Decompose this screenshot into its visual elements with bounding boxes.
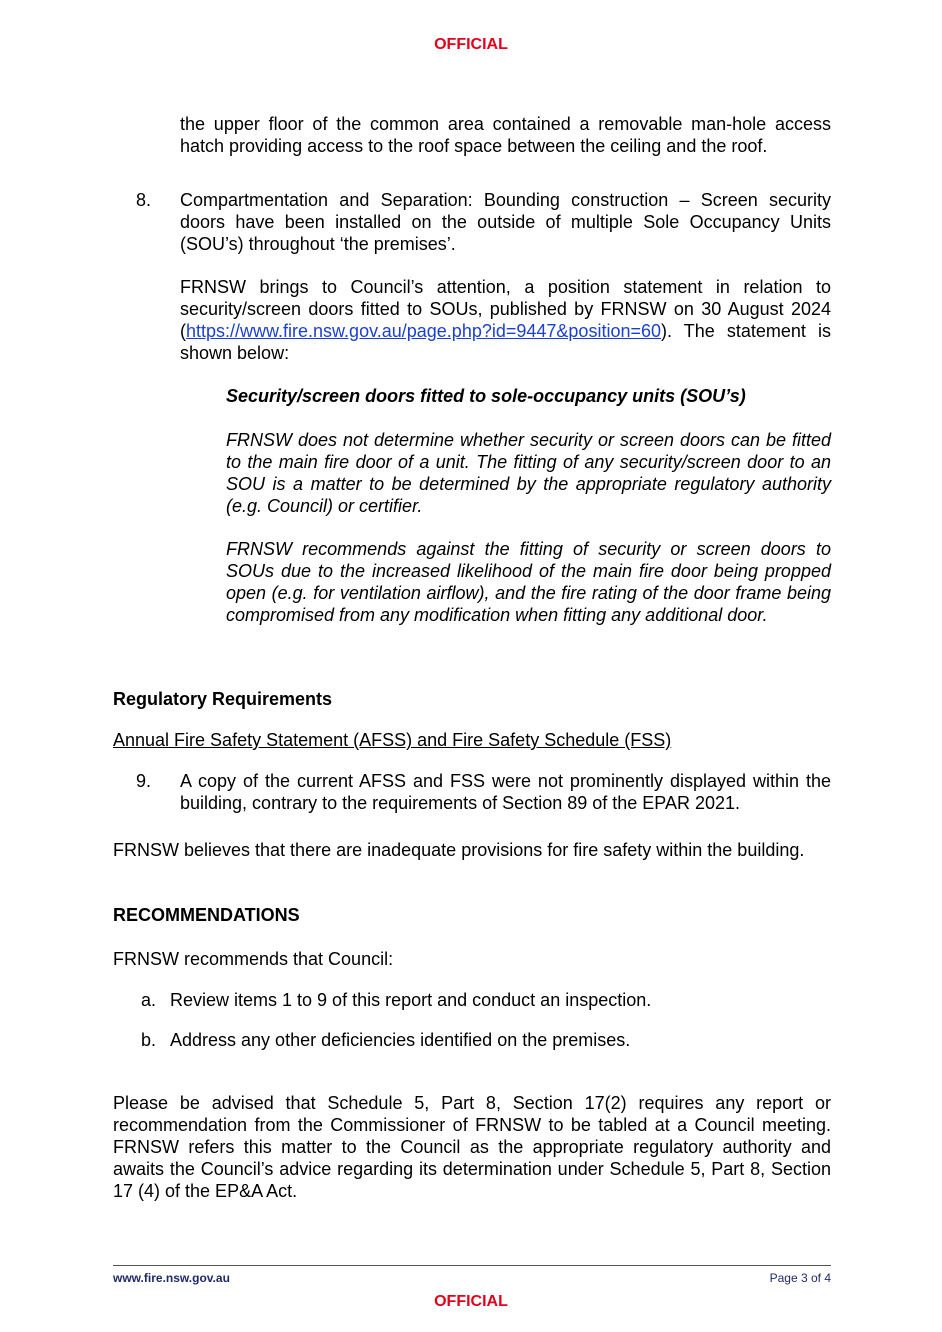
closing-paragraph	[113, 1092, 831, 1202]
item8-number: 8.	[136, 190, 152, 210]
afss-subheading: Annual Fire Safety Statement (AFSS) and Fire Safety Schedule (FSS)	[113, 730, 672, 750]
rec-item-b-text: Address any other deficiencies identified on the premises.	[170, 1030, 631, 1050]
footer-website-link[interactable]: www.fire.nsw.gov.au	[113, 1271, 230, 1285]
rec-item-a-text: Review items 1 to 9 of this report and conduct an inspection.	[170, 990, 652, 1010]
regulatory-heading: Regulatory Requirements	[113, 689, 333, 709]
quote-paragraph-2	[226, 538, 831, 626]
rec-item-b-marker: b.	[141, 1030, 157, 1050]
item7-text: the upper floor of the common area contained a removable man-hole access hatch providing access to the roof space between the ceiling and the roof.	[180, 114, 831, 156]
item9-text-block	[180, 770, 831, 814]
belief-statement: FRNSW believes that there are inadequate provisions for fire safety within the building.	[113, 840, 805, 860]
rec-item-a-marker: a.	[141, 990, 157, 1010]
item8-text-block	[180, 189, 831, 255]
quote-title: Security/screen doors fitted to sole-occupancy units (SOU’s)	[226, 386, 746, 406]
item8-text: Compartmentation and Separation: Bounding construction – Screen security doors have been installed on the outside of multiple Sole Occupancy Units (SOU’s) throughout ‘the premises’.	[180, 190, 831, 254]
quote-p1-text: FRNSW does not determine whether security or screen doors can be fitted to the main fire door of a unit. The fitting of any security/screen door to an SOU is a matter to be determined by the appropriate regulatory authority (e.g. Council) or certifier.	[226, 430, 831, 516]
recommendations-heading: RECOMMENDATIONS	[113, 905, 300, 925]
closing-text: Please be advised that Schedule 5, Part 8, Section 17(2) requires any report or recommendation from the Commissioner of FRNSW to be tabled at a Council meeting. FRNSW refers this matter to the Council as the appropriate regulatory authority and awaits the Council’s advice regarding its determination under Schedule 5, Part 8, Section 17 (4) of the EP&A Act.	[113, 1093, 831, 1201]
afss-subheading-block	[113, 729, 831, 751]
quote-paragraph-1	[226, 429, 831, 517]
position-statement-intro	[180, 276, 831, 364]
position-statement-link[interactable]: https://www.fire.nsw.gov.au/page.php?id=9447&position=60	[186, 321, 661, 341]
quote-title-block	[226, 385, 831, 407]
position-after: ). The statement is shown below:	[180, 321, 831, 363]
item9-number: 9.	[136, 771, 152, 791]
item7-continuation	[180, 113, 831, 157]
recommendations-intro: FRNSW recommends that Council:	[113, 949, 394, 969]
item9-text: A copy of the current AFSS and FSS were not prominently displayed within the building, contrary to the requirements of Section 89 of the EPAR 2021.	[180, 771, 831, 813]
footer-page-number: Page 3 of 4	[769, 1271, 831, 1285]
classification-footer: OFFICIAL	[434, 1293, 508, 1310]
classification-header: OFFICIAL	[434, 36, 508, 53]
position-before: FRNSW brings to Council’s attention, a position statement in relation to security/screen doors fitted to SOUs, published by FRNSW on 30 August 2024 (	[180, 277, 831, 341]
quote-p2-text: FRNSW recommends against the fitting of security or screen doors to SOUs due to the increased likelihood of the main fire door being propped open (e.g. for ventilation airflow), and the fire rating of the door frame being compromised from any modification when fitting any additional door.	[226, 539, 831, 625]
footer-divider	[113, 1265, 831, 1266]
position-paragraph	[180, 276, 831, 364]
